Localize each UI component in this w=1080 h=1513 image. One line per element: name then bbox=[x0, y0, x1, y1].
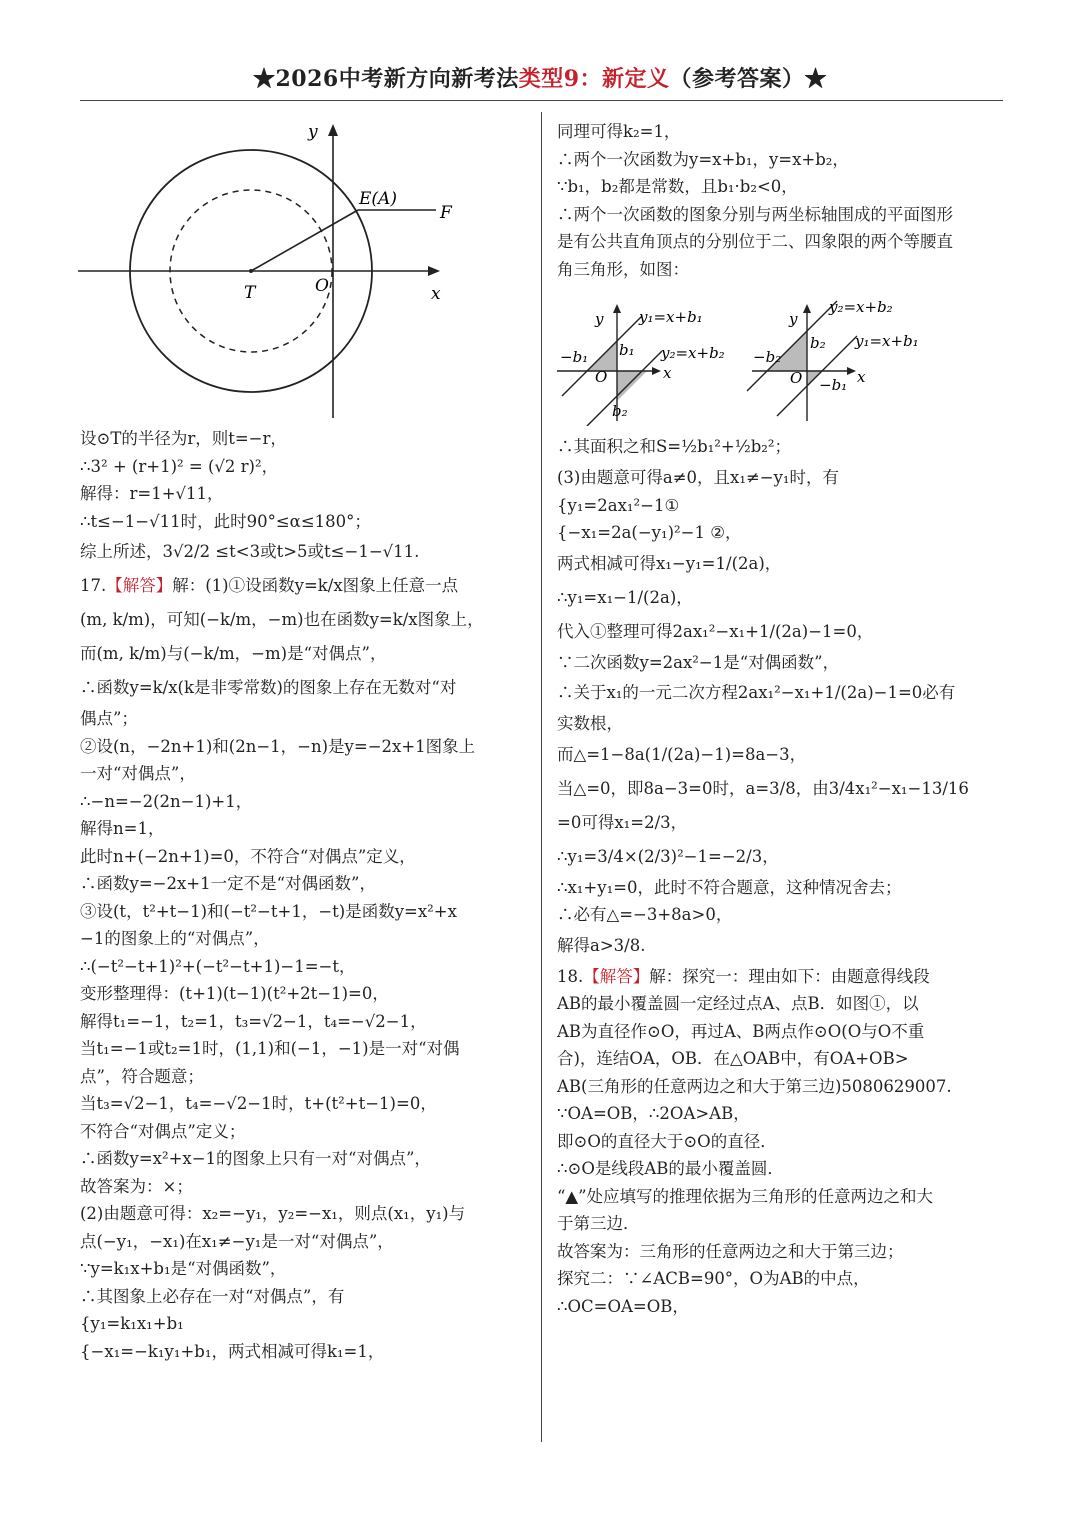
linear-functions-figure bbox=[557, 296, 947, 426]
text-line: 同理可得k₂=1， bbox=[557, 122, 681, 141]
column-divider bbox=[541, 112, 542, 1442]
text-line: (2)由题意可得：x₂=−y₁，y₂=−x₁，则点(x₁，y₁)与 bbox=[80, 1204, 466, 1223]
l-O: O bbox=[595, 368, 608, 386]
text-line: 综上所述，3√2/2 ≤t<3或t>5或t≤−1−√11. bbox=[80, 542, 420, 561]
left-diagram bbox=[557, 304, 725, 426]
text-line: 变形整理得：(t+1)(t−1)(t²+2t−1)=0， bbox=[80, 984, 389, 1003]
text-line: (m, k/m)，可知(−k/m，−m)也在函数y=k/x图象上， bbox=[80, 610, 484, 629]
text-line: 当t₁=−1或t₂=1时，(1,1)和(−1，−1)是一对“对偶 bbox=[80, 1039, 460, 1058]
right-column-bottom bbox=[557, 430, 1002, 1320]
fig-label-O: O bbox=[315, 276, 329, 296]
text-line: 合)，连结OA，OB．在△OAB中，有OA+OB> bbox=[557, 1049, 909, 1068]
text-line: (3)由题意可得a≠0，且x₁≠−y₁时，有 bbox=[557, 468, 840, 487]
fig-label-EA: E(A) bbox=[359, 189, 397, 209]
text-line: 18.【解答】解：探究一：理由如下：由题意得线段 bbox=[557, 966, 930, 986]
text-line: 解得t₁=−1，t₂=1，t₃=√2−1，t₄=−√2−1， bbox=[80, 1011, 427, 1031]
text-line: 17.【解答】解：(1)①设函数y=k/x图象上任意一点 bbox=[80, 576, 459, 595]
header-prefix: ★2026中考新方向新考法 bbox=[252, 66, 519, 92]
left-column bbox=[80, 425, 525, 1365]
text-line: ∴函数y=k/x(k是非零常数)的图象上存在无数对“对 bbox=[80, 678, 457, 697]
text-line: 是有公共直角顶点的分别位于二、四象限的两个等腰直 bbox=[557, 232, 953, 251]
text-line: ∴t≤−1−√11时，此时90°≤α≤180°； bbox=[80, 511, 371, 531]
text-line: ∴其图象上必存在一对“对偶点”，有 bbox=[80, 1286, 345, 1306]
text-line: “▲”处应填写的推理依据为三角形的任意两边之和大 bbox=[557, 1186, 934, 1206]
text-line: ∵y=k₁x+b₁是“对偶函数”， bbox=[80, 1259, 287, 1278]
text-line: ∴两个一次函数为y=x+b₁，y=x+b₂， bbox=[557, 149, 849, 169]
header-suffix: （参考答案）★ bbox=[669, 66, 828, 92]
text-line: 代入①整理可得2ax₁²−x₁+1/(2a)−1=0， bbox=[557, 621, 874, 641]
text-line: 于第三边． bbox=[557, 1214, 640, 1233]
text-line: =0可得x₁=2/3， bbox=[557, 812, 688, 832]
text-line: ∵二次函数y=2ax²−1是“对偶函数”， bbox=[557, 652, 840, 672]
right-column-top bbox=[557, 118, 1002, 283]
text-line: ∴关于x₁的一元二次方程2ax₁²−x₁+1/(2a)−1=0必有 bbox=[557, 683, 956, 702]
fig-label-F: F bbox=[440, 203, 452, 223]
text-line: 即⊙O的直径大于⊙O的直径． bbox=[557, 1131, 777, 1151]
text-line: 而(m, k/m)与(−k/m，−m)是“对偶点”， bbox=[80, 644, 387, 663]
text-line: 偶点”； bbox=[80, 709, 138, 728]
r-negb2: −b₂ bbox=[753, 348, 782, 366]
text-line: ∴3² + (r+1)² = (√2 r)²， bbox=[80, 456, 279, 476]
r-x: x bbox=[857, 368, 866, 386]
text-line: 一对“对偶点”， bbox=[80, 764, 196, 783]
text-line: ∴−n=−2(2n−1)+1， bbox=[80, 791, 253, 811]
text-line: ②设(n，−2n+1)和(2n−1，−n)是y=−2x+1图象上 bbox=[80, 736, 476, 756]
text-line: 探究二：∵∠ACB=90°，O为AB的中点， bbox=[557, 1269, 870, 1288]
r-O: O bbox=[790, 369, 803, 387]
l-l1: y₁=x+b₁ bbox=[639, 308, 703, 326]
text-line: {y₁=2ax₁²−1① bbox=[557, 495, 680, 515]
l-b1: b₁ bbox=[619, 341, 635, 359]
text-line: AB的最小覆盖圆一定经过点A、点B．如图①，以 bbox=[557, 994, 919, 1013]
text-line: ∴必有△=−3+8a>0， bbox=[557, 905, 733, 924]
text-line: 两式相减可得x₁−y₁=1/(2a)， bbox=[557, 553, 782, 573]
text-line: 实数根， bbox=[557, 714, 623, 733]
text-line: ∴y₁=3/4×(2/3)²−1=−2/3， bbox=[557, 846, 779, 866]
r-l1: y₁=x+b₁ bbox=[855, 332, 919, 350]
text-line: ∴(−t²−t+1)²+(−t²−t+1)−1=−t， bbox=[80, 956, 356, 976]
answer-marker: 【解答】 bbox=[583, 966, 650, 986]
r-b2: b₂ bbox=[810, 334, 826, 352]
header-type-label: 类型9：新定义 bbox=[518, 66, 670, 92]
text-line: AB为直径作⊙O，再过A、B两点作⊙O(O与O不重 bbox=[557, 1021, 925, 1041]
text-line: ∴其面积之和S=½b₁²+½b₂²； bbox=[557, 437, 792, 456]
l-b2: b₂ bbox=[612, 402, 628, 420]
text-line: 故答案为：×； bbox=[80, 1176, 193, 1196]
text-line: 而△=1−8a(1/(2a)−1)=8a−3， bbox=[557, 744, 807, 764]
text-line: ∴x₁+y₁=0，此时不符合题意，这种情况舍去； bbox=[557, 877, 902, 897]
text-line: ∵b₁，b₂都是常数，且b₁·b₂<0， bbox=[557, 177, 798, 196]
text-line: 解得a>3/8. bbox=[557, 935, 646, 955]
text-line: ∴y₁=x₁−1/(2a)， bbox=[557, 587, 693, 607]
text-line: 当t₃=√2−1，t₄=−√2−1时，t+(t²+t−1)=0， bbox=[80, 1094, 437, 1113]
text-line: AB(三角形的任意两边之和大于第三边)5080629007. bbox=[557, 1076, 952, 1096]
text-line: 此时n+(−2n+1)=0，不符合“对偶点”定义， bbox=[80, 846, 416, 866]
text-line: 不符合“对偶点”定义； bbox=[80, 1121, 246, 1141]
text-line: 解得：r=1+√11， bbox=[80, 484, 224, 503]
text-line: ∴函数y=−2x+1一定不是“对偶函数”， bbox=[80, 874, 376, 893]
text-line: ∴两个一次函数的图象分别与两坐标轴围成的平面图形 bbox=[557, 204, 953, 224]
circle-figure bbox=[78, 118, 458, 423]
text-line: {−x₁=−k₁y₁+b₁，两式相减可得k₁=1， bbox=[80, 1341, 385, 1361]
text-line: −1的图象上的“对偶点”， bbox=[80, 929, 270, 948]
l-l2: y₂=x+b₂ bbox=[661, 344, 725, 362]
text-line: ③设(t，t²+t−1)和(−t²−t+1，−t)是函数y=x²+x bbox=[80, 901, 457, 921]
text-line: 角三角形，如图： bbox=[557, 259, 689, 279]
text-line: 当△=0，即8a−3=0时，a=3/8，由3/4x₁²−x₁−13/16 bbox=[557, 778, 969, 798]
right-diagram bbox=[747, 298, 919, 421]
answer-marker: 【解答】 bbox=[106, 576, 173, 595]
text-line: {y₁=k₁x₁+b₁ bbox=[80, 1314, 184, 1333]
header-divider bbox=[80, 100, 1003, 101]
text-line: 故答案为：三角形的任意两边之和大于第三边； bbox=[557, 1241, 904, 1261]
r-y: y bbox=[789, 310, 798, 328]
text-line: ∵OA=OB，∴2OA>AB， bbox=[557, 1104, 750, 1123]
l-negb1: −b₁ bbox=[560, 348, 589, 366]
page-header bbox=[0, 62, 1080, 93]
l-x: x bbox=[663, 364, 672, 382]
text-line: 点(−y₁，−x₁)在x₁≠−y₁是一对“对偶点”， bbox=[80, 1231, 394, 1251]
text-line: ∴⊙O是线段AB的最小覆盖圆． bbox=[557, 1159, 784, 1178]
text-line: ∴OC=OA=OB， bbox=[557, 1296, 689, 1316]
text-line: 设⊙T的半径为r，则t=−r， bbox=[80, 429, 287, 448]
fig-label-T: T bbox=[244, 283, 256, 303]
fig-label-x: x bbox=[431, 284, 441, 304]
r-negb1: −b₁ bbox=[819, 376, 848, 394]
text-line: 解得n=1， bbox=[80, 819, 165, 838]
l-y: y bbox=[595, 310, 604, 328]
text-line: 点”，符合题意； bbox=[80, 1066, 204, 1086]
fig-label-y: y bbox=[308, 122, 318, 142]
r-l2: y₂=x+b₂ bbox=[829, 298, 893, 316]
text-line: ∴函数y=x²+x−1的图象上只有一对“对偶点”， bbox=[80, 1149, 431, 1168]
text-line: {−x₁=2a(−y₁)²−1 ②， bbox=[557, 523, 742, 542]
